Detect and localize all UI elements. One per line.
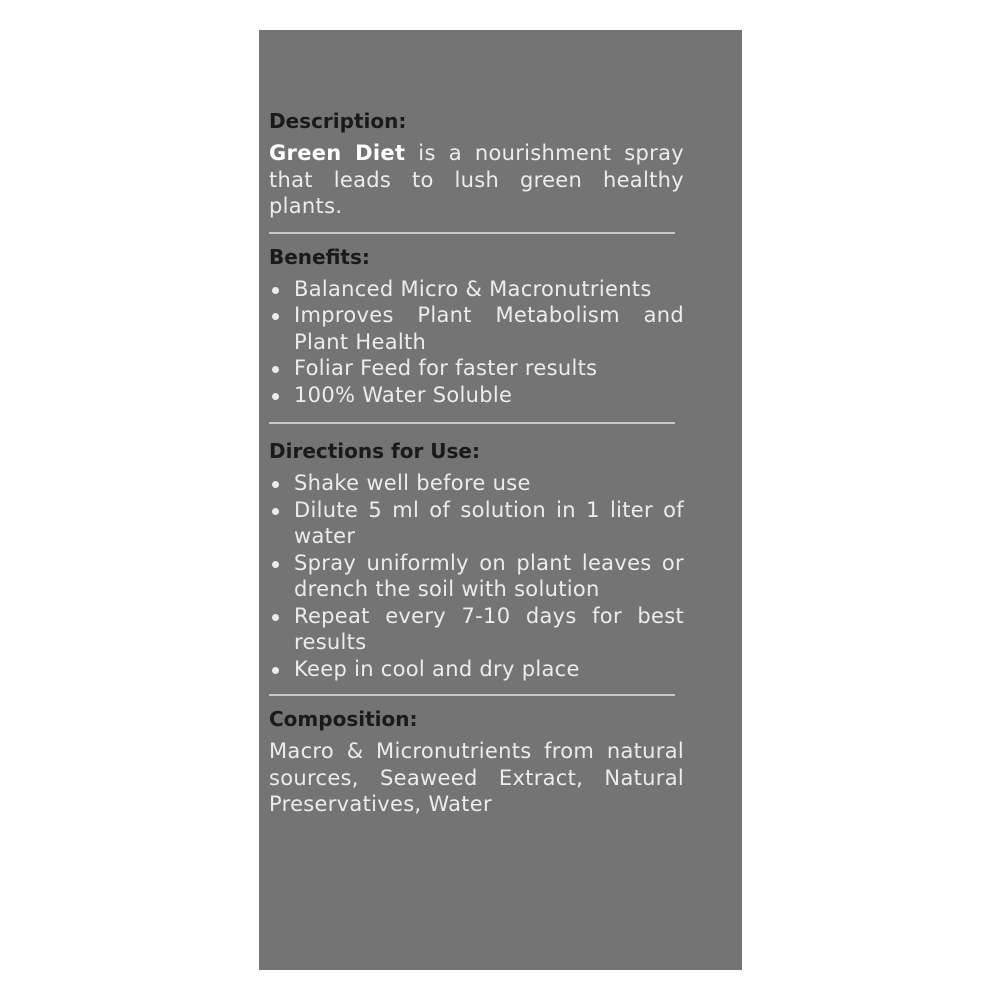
list-item-text: Spray uniformly on plant leaves or drench the soil with solution — [294, 550, 684, 601]
bullet-icon — [272, 287, 279, 294]
directions-list — [269, 470, 684, 682]
list-item — [269, 603, 684, 656]
list-item-text: Dilute 5 ml of solution in 1 liter of water — [294, 497, 684, 548]
list-item — [269, 470, 684, 497]
bullet-icon — [272, 614, 279, 621]
list-item — [269, 656, 684, 683]
bullet-icon — [272, 561, 279, 568]
description-heading: Description: — [269, 109, 407, 133]
benefits-list — [269, 276, 684, 409]
product-label-panel — [259, 30, 742, 970]
bullet-icon — [272, 313, 279, 320]
description-body: is a nourishment spray that leads to lush green healthy plants. — [269, 141, 684, 218]
benefits-section — [269, 244, 684, 409]
directions-section — [269, 438, 684, 682]
list-item-text: Repeat every 7-10 days for best results — [294, 603, 684, 654]
description-section — [269, 108, 684, 220]
divider — [269, 694, 675, 696]
list-item — [269, 382, 684, 409]
list-item-text: Balanced Micro & Macronutrients — [294, 276, 652, 301]
list-item — [269, 302, 684, 355]
list-item — [269, 355, 684, 382]
composition-heading: Composition: — [269, 707, 418, 731]
directions-heading: Directions for Use: — [269, 439, 480, 463]
bullet-icon — [272, 481, 279, 488]
list-item-text: 100% Water Soluble — [294, 382, 513, 407]
list-item-text: Foliar Feed for faster results — [294, 356, 598, 380]
composition-text: Macro & Micronutrients from natural sources, Seaweed Extract, Natural Preservatives, Water — [269, 739, 684, 816]
divider — [269, 232, 675, 234]
list-item — [269, 276, 684, 303]
divider — [269, 422, 675, 424]
bullet-icon — [272, 667, 279, 674]
composition-section — [269, 706, 684, 818]
list-item — [269, 497, 684, 550]
list-item-text: Improves Plant Metabolism and Plant Health — [294, 303, 684, 354]
benefits-heading: Benefits: — [269, 244, 370, 269]
bullet-icon — [272, 366, 279, 373]
list-item-text: Keep in cool and dry place — [294, 656, 580, 681]
bullet-icon — [272, 508, 279, 515]
brand-name: Green Diet — [269, 141, 406, 165]
list-item-text: Shake well before use — [294, 471, 531, 495]
bullet-icon — [272, 393, 279, 400]
description-text — [269, 140, 684, 220]
list-item — [269, 550, 684, 603]
